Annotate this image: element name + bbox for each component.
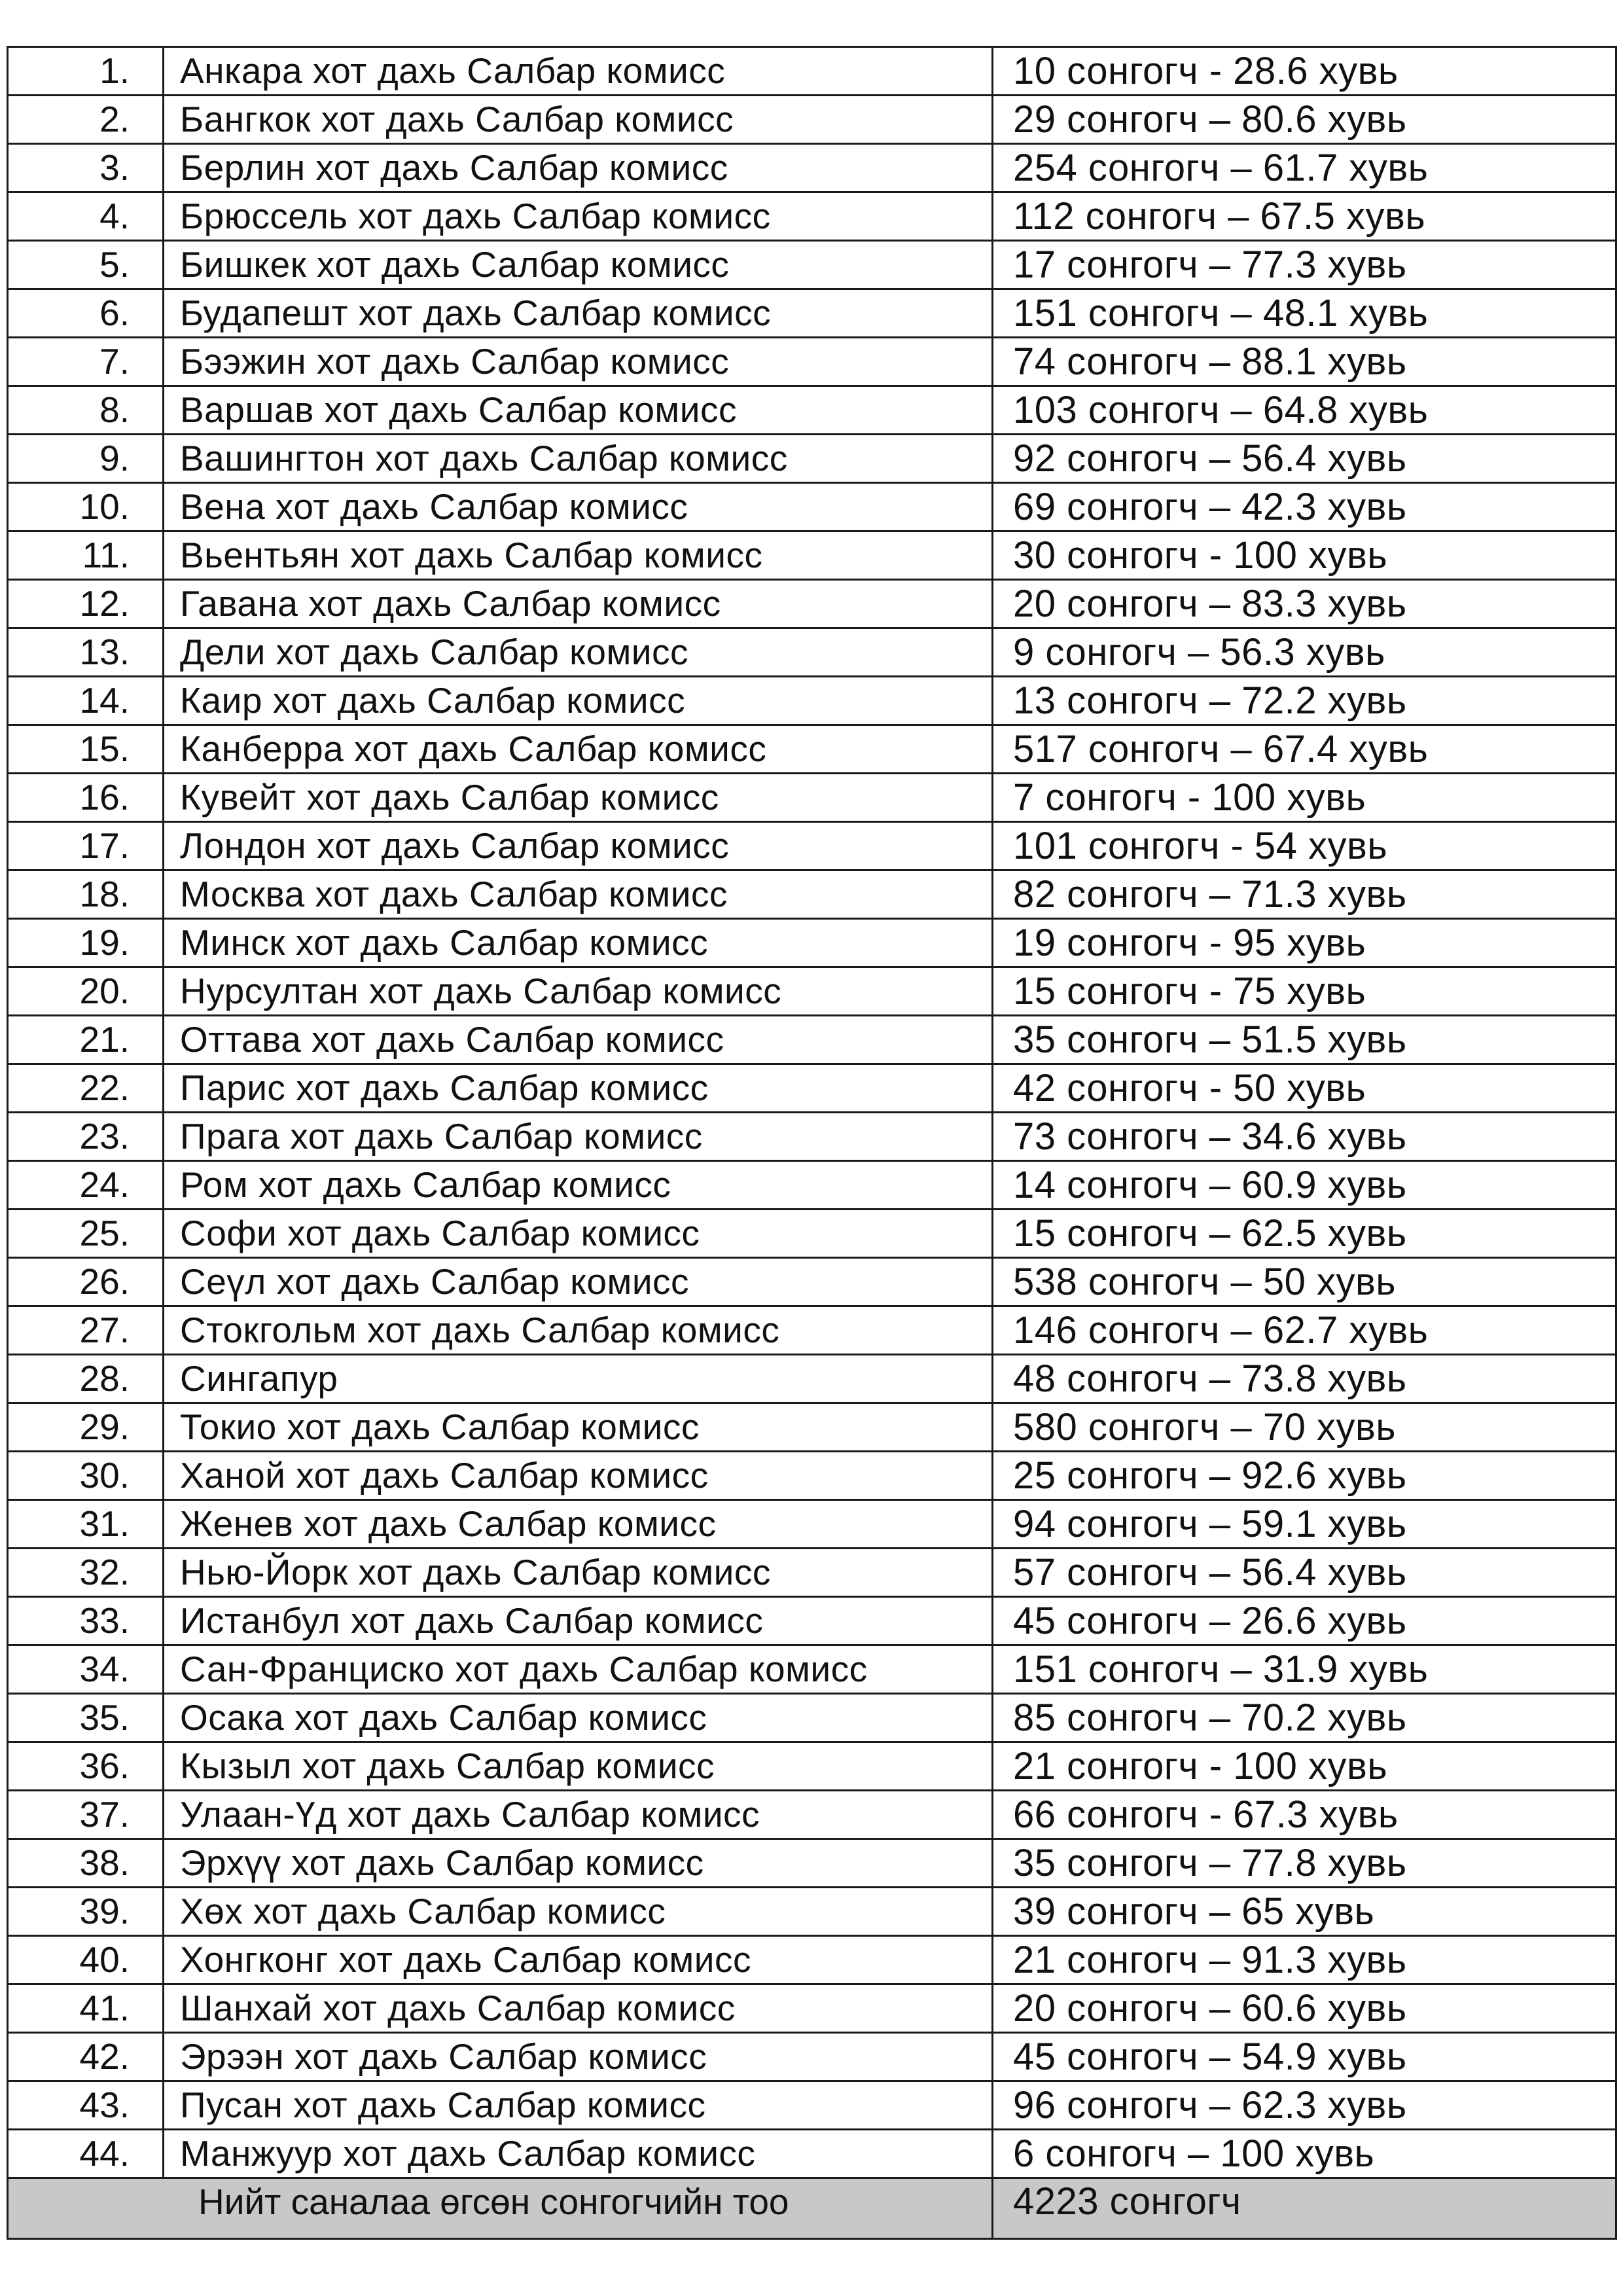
commission-name: Женев хот дахь Салбар комисс — [164, 1500, 993, 1549]
voter-result: 17 сонгогч – 77.3 хувь — [993, 241, 1616, 289]
row-number: 8. — [8, 386, 164, 435]
row-number: 1. — [8, 47, 164, 96]
commission-name: Токио хот дахь Салбар комисс — [164, 1403, 993, 1452]
table-row — [8, 1113, 1616, 1161]
row-number: 5. — [8, 241, 164, 289]
row-number: 12. — [8, 580, 164, 628]
row-number: 38. — [8, 1839, 164, 1888]
table-row — [8, 2081, 1616, 2130]
voter-result: 9 сонгогч – 56.3 хувь — [993, 628, 1616, 677]
table-row — [8, 338, 1616, 386]
commission-name: Осака хот дахь Салбар комисс — [164, 1694, 993, 1742]
commission-name: Сеүл хот дахь Салбар комисс — [164, 1258, 993, 1306]
table-row — [8, 967, 1616, 1016]
table-row — [8, 1403, 1616, 1452]
table-row — [8, 241, 1616, 289]
commission-name: Бээжин хот дахь Салбар комисс — [164, 338, 993, 386]
commission-name: Пусан хот дахь Салбар комисс — [164, 2081, 993, 2130]
table-row — [8, 1016, 1616, 1064]
row-number: 6. — [8, 289, 164, 338]
row-number: 39. — [8, 1888, 164, 1936]
table-row — [8, 1210, 1616, 1258]
voter-result: 20 сонгогч – 60.6 хувь — [993, 1984, 1616, 2033]
commission-name: Прага хот дахь Салбар комисс — [164, 1113, 993, 1161]
voter-result: 6 сонгогч – 100 хувь — [993, 2130, 1616, 2178]
voter-result: 538 сонгогч – 50 хувь — [993, 1258, 1616, 1306]
voter-result: 14 сонгогч – 60.9 хувь — [993, 1161, 1616, 1210]
row-number: 22. — [8, 1064, 164, 1113]
row-number: 7. — [8, 338, 164, 386]
voter-result: 94 сонгогч – 59.1 хувь — [993, 1500, 1616, 1549]
row-number: 28. — [8, 1355, 164, 1403]
commission-name: Варшав хот дахь Салбар комисс — [164, 386, 993, 435]
table-row — [8, 1549, 1616, 1597]
voter-result: 42 сонгогч - 50 хувь — [993, 1064, 1616, 1113]
commission-name: Ром хот дахь Салбар комисс — [164, 1161, 993, 1210]
commission-name: Нью-Йорк хот дахь Салбар комисс — [164, 1549, 993, 1597]
commission-name: Дели хот дахь Салбар комисс — [164, 628, 993, 677]
table-row — [8, 580, 1616, 628]
row-number: 3. — [8, 144, 164, 192]
row-number: 31. — [8, 1500, 164, 1549]
voter-result: 10 сонгогч - 28.6 хувь — [993, 47, 1616, 96]
commission-name: Анкара хот дахь Салбар комисс — [164, 47, 993, 96]
row-number: 9. — [8, 435, 164, 483]
commission-name: Ханой хот дахь Салбар комисс — [164, 1452, 993, 1500]
commission-name: Сингапур — [164, 1355, 993, 1403]
voter-result: 73 сонгогч – 34.6 хувь — [993, 1113, 1616, 1161]
table-row — [8, 1452, 1616, 1500]
row-number: 2. — [8, 96, 164, 144]
commission-name: Москва хот дахь Салбар комисс — [164, 870, 993, 919]
table-row — [8, 2033, 1616, 2081]
table-row — [8, 725, 1616, 774]
commission-name: Бангкок хот дахь Салбар комисс — [164, 96, 993, 144]
table-row — [8, 1161, 1616, 1210]
row-number: 44. — [8, 2130, 164, 2178]
commission-name: Вьентьян хот дахь Салбар комисс — [164, 531, 993, 580]
commission-name: Софи хот дахь Салбар комисс — [164, 1210, 993, 1258]
row-number: 37. — [8, 1791, 164, 1839]
results-table-body — [8, 47, 1616, 2178]
voter-result: 19 сонгогч - 95 хувь — [993, 919, 1616, 967]
table-row — [8, 1742, 1616, 1791]
table-row — [8, 435, 1616, 483]
voter-result: 151 сонгогч – 48.1 хувь — [993, 289, 1616, 338]
row-number: 34. — [8, 1645, 164, 1694]
voter-result: 92 сонгогч – 56.4 хувь — [993, 435, 1616, 483]
row-number: 26. — [8, 1258, 164, 1306]
table-row — [8, 1791, 1616, 1839]
commission-name: Кувейт хот дахь Салбар комисс — [164, 774, 993, 822]
table-row — [8, 870, 1616, 919]
commission-name: Каир хот дахь Салбар комисс — [164, 677, 993, 725]
table-row — [8, 1645, 1616, 1694]
voter-result: 103 сонгогч – 64.8 хувь — [993, 386, 1616, 435]
voter-result: 29 сонгогч – 80.6 хувь — [993, 96, 1616, 144]
table-row — [8, 2130, 1616, 2178]
commission-name: Будапешт хот дахь Салбар комисс — [164, 289, 993, 338]
voter-result: 21 сонгогч - 100 хувь — [993, 1742, 1616, 1791]
row-number: 33. — [8, 1597, 164, 1645]
commission-name: Хөх хот дахь Салбар комисс — [164, 1888, 993, 1936]
voter-result: 35 сонгогч – 51.5 хувь — [993, 1016, 1616, 1064]
voter-result: 101 сонгогч - 54 хувь — [993, 822, 1616, 870]
row-number: 13. — [8, 628, 164, 677]
voter-result: 517 сонгогч – 67.4 хувь — [993, 725, 1616, 774]
row-number: 25. — [8, 1210, 164, 1258]
commission-name: Кызыл хот дахь Салбар комисс — [164, 1742, 993, 1791]
table-row — [8, 386, 1616, 435]
commission-name: Эрээн хот дахь Салбар комисс — [164, 2033, 993, 2081]
commission-name: Хонгконг хот дахь Салбар комисс — [164, 1936, 993, 1984]
table-row — [8, 1936, 1616, 1984]
voter-result: 112 сонгогч – 67.5 хувь — [993, 192, 1616, 241]
row-number: 35. — [8, 1694, 164, 1742]
voter-result: 30 сонгогч - 100 хувь — [993, 531, 1616, 580]
commission-name: Вена хот дахь Салбар комисс — [164, 483, 993, 531]
row-number: 43. — [8, 2081, 164, 2130]
table-row — [8, 96, 1616, 144]
row-number: 24. — [8, 1161, 164, 1210]
row-number: 16. — [8, 774, 164, 822]
table-row — [8, 289, 1616, 338]
voter-result: 580 сонгогч – 70 хувь — [993, 1403, 1616, 1452]
commission-name: Истанбул хот дахь Салбар комисс — [164, 1597, 993, 1645]
commission-name: Бишкек хот дахь Салбар комисс — [164, 241, 993, 289]
voter-result: 21 сонгогч – 91.3 хувь — [993, 1936, 1616, 1984]
total-label: Нийт саналаа өгсөн сонгогчийн тоо — [8, 2178, 993, 2239]
row-number: 15. — [8, 725, 164, 774]
row-number: 11. — [8, 531, 164, 580]
total-value: 4223 сонгогч — [993, 2178, 1616, 2239]
table-row — [8, 144, 1616, 192]
row-number: 19. — [8, 919, 164, 967]
row-number: 42. — [8, 2033, 164, 2081]
commission-name: Улаан-Үд хот дахь Салбар комисс — [164, 1791, 993, 1839]
voter-result: 13 сонгогч – 72.2 хувь — [993, 677, 1616, 725]
table-row — [8, 1694, 1616, 1742]
table-row — [8, 774, 1616, 822]
results-table — [7, 46, 1617, 2240]
commission-name: Нурсултан хот дахь Салбар комисс — [164, 967, 993, 1016]
table-row — [8, 677, 1616, 725]
voter-result: 74 сонгогч – 88.1 хувь — [993, 338, 1616, 386]
table-row — [8, 1597, 1616, 1645]
voter-result: 15 сонгогч – 62.5 хувь — [993, 1210, 1616, 1258]
table-row — [8, 1355, 1616, 1403]
row-number: 36. — [8, 1742, 164, 1791]
row-number: 14. — [8, 677, 164, 725]
table-row — [8, 483, 1616, 531]
row-number: 10. — [8, 483, 164, 531]
voter-result: 45 сонгогч – 26.6 хувь — [993, 1597, 1616, 1645]
voter-result: 35 сонгогч – 77.8 хувь — [993, 1839, 1616, 1888]
table-row — [8, 192, 1616, 241]
row-number: 41. — [8, 1984, 164, 2033]
row-number: 40. — [8, 1936, 164, 1984]
row-number: 23. — [8, 1113, 164, 1161]
commission-name: Канберра хот дахь Салбар комисс — [164, 725, 993, 774]
voter-result: 7 сонгогч - 100 хувь — [993, 774, 1616, 822]
voter-result: 254 сонгогч – 61.7 хувь — [993, 144, 1616, 192]
table-row — [8, 1839, 1616, 1888]
voter-result: 96 сонгогч – 62.3 хувь — [993, 2081, 1616, 2130]
table-row — [8, 1064, 1616, 1113]
row-number: 32. — [8, 1549, 164, 1597]
table-row — [8, 1500, 1616, 1549]
commission-name: Оттава хот дахь Салбар комисс — [164, 1016, 993, 1064]
row-number: 17. — [8, 822, 164, 870]
table-row — [8, 531, 1616, 580]
table-row — [8, 47, 1616, 96]
voter-result: 151 сонгогч – 31.9 хувь — [993, 1645, 1616, 1694]
table-row — [8, 1984, 1616, 2033]
commission-name: Стокгольм хот дахь Салбар комисс — [164, 1306, 993, 1355]
voter-result: 15 сонгогч - 75 хувь — [993, 967, 1616, 1016]
commission-name: Вашингтон хот дахь Салбар комисс — [164, 435, 993, 483]
voter-result: 146 сонгогч – 62.7 хувь — [993, 1306, 1616, 1355]
row-number: 21. — [8, 1016, 164, 1064]
table-row — [8, 919, 1616, 967]
table-row — [8, 1258, 1616, 1306]
voter-result: 57 сонгогч – 56.4 хувь — [993, 1549, 1616, 1597]
voter-result: 82 сонгогч – 71.3 хувь — [993, 870, 1616, 919]
voter-result: 48 сонгогч – 73.8 хувь — [993, 1355, 1616, 1403]
voter-result: 69 сонгогч – 42.3 хувь — [993, 483, 1616, 531]
commission-name: Шанхай хот дахь Салбар комисс — [164, 1984, 993, 2033]
commission-name: Манжуур хот дахь Салбар комисс — [164, 2130, 993, 2178]
row-number: 27. — [8, 1306, 164, 1355]
voter-result: 39 сонгогч – 65 хувь — [993, 1888, 1616, 1936]
voter-result: 45 сонгогч – 54.9 хувь — [993, 2033, 1616, 2081]
table-row — [8, 628, 1616, 677]
table-row — [8, 822, 1616, 870]
voter-result: 25 сонгогч – 92.6 хувь — [993, 1452, 1616, 1500]
table-row — [8, 1306, 1616, 1355]
commission-name: Лондон хот дахь Салбар комисс — [164, 822, 993, 870]
row-number: 20. — [8, 967, 164, 1016]
commission-name: Эрхүү хот дахь Салбар комисс — [164, 1839, 993, 1888]
voter-result: 66 сонгогч - 67.3 хувь — [993, 1791, 1616, 1839]
commission-name: Гавана хот дахь Салбар комисс — [164, 580, 993, 628]
row-number: 18. — [8, 870, 164, 919]
total-row — [8, 2178, 1616, 2239]
commission-name: Минск хот дахь Салбар комисс — [164, 919, 993, 967]
row-number: 4. — [8, 192, 164, 241]
voter-result: 85 сонгогч – 70.2 хувь — [993, 1694, 1616, 1742]
commission-name: Парис хот дахь Салбар комисс — [164, 1064, 993, 1113]
voter-result: 20 сонгогч – 83.3 хувь — [993, 580, 1616, 628]
commission-name: Берлин хот дахь Салбар комисс — [164, 144, 993, 192]
row-number: 29. — [8, 1403, 164, 1452]
row-number: 30. — [8, 1452, 164, 1500]
commission-name: Сан-Франциско хот дахь Салбар комисс — [164, 1645, 993, 1694]
table-row — [8, 1888, 1616, 1936]
commission-name: Брюссель хот дахь Салбар комисс — [164, 192, 993, 241]
